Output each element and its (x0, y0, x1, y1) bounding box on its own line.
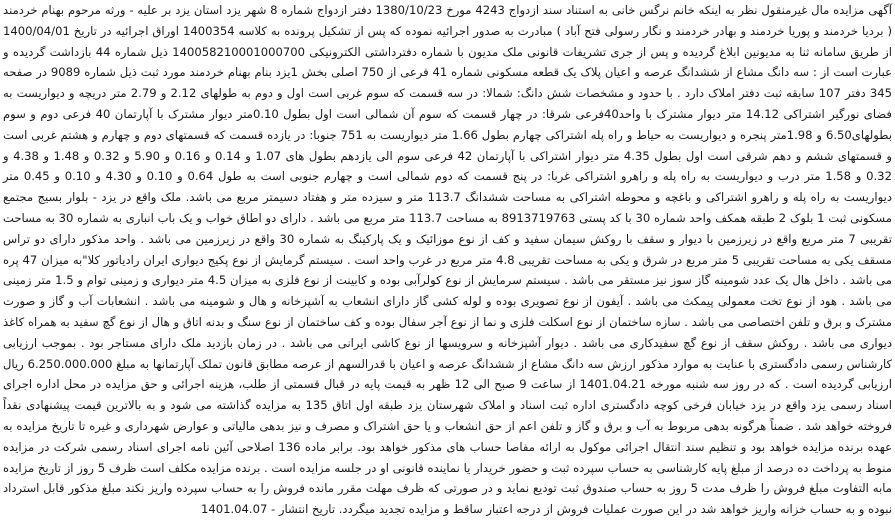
auction-notice-text: آگهی مزایده مال غیرمنقول نظر به اینکه خانم نرگس خانی به استناد سند ازدواج 4243 مورخ 1380/10/23 دفتر ازدواج شماره 8 شهر یزد استان یزد بر علیه - ورثه مرحوم بهنام خردمند ( بردیا خردمند و پوریا خردمند و بهادر خردمند و نگار رسولی فتح آباد ) مبادرت به صدور اجرائیه نموده که پس از تشکیل پرونده به کلاسه 1400354 اوراق اجرائیه در تاریخ 1400/04/01 از طریق سامانه ثنا به مدیونین ابلاغ گردیده و پس از جری تشریفات قانونی ملک مدیون با شماره دفترداشتی الکترونیکی 140058210001000700 ذیل شماره 44 بازداشت گردیده و عبارت است از : سه دانگ مشاع از ششدانگ عرصه و اعیان پلاک یک قطعه مسکونی شماره 41 فرعی از 750 اصلی بخش 1یزد بنام بهنام خردمند مورد ثبت ذیل شماره 9089 در صفحه 345 دفتر 107 سابقه ثبت دفتر املاک دارد . با حدود و مشخصات شش دانگ: شمالا: در سه قسمت که سوم غربی است اول و دوم به طولهای 2.12 و 2.79 متر دریچه و دیواریست به فضای نورگیر اشتراکی 14.12 متر دیوار مشترک با واحد40فرعی شرقا: در چهار قسمت که سوم آن شمالی است اول بطول 0.10متر دیوار مشترک با آپارتمان 40 فرعی دوم و سوم بطولهای6.50 و 1.98متر پنجره و دیواریست به حیاط و راه پله اشتراکی چهارم بطول 1.66 متر دیواریست به 751 جنوبا: در یازده قسمت که قسمتهای دوم و چهارم و هشتم غربی است و قسمتهای ششم و دهم شرقی است اول بطول 4.35 متر دیوار اشتراکی با آپارتمان 42 فرعی سوم الی یازدهم بطول های 1.07 و 0.14 و 0.16 و 5.90 و 0.32 و 1.48 و 4.38 و 0.32 و 1.58 متر درب و دیواریست به راه پله و راهرو اشتراکی غربا: در پنج قسمت که دوم شمالی است و چهارم جنوبی است به طول 0.64 و 0.10 و 4.30 و 0.10 و 0.45 متر دیواریست به راه پله و راهرو اشتراکی و باغچه و محوطه اشتراکی به مساحت ششدانگ 113.7 متر و سیزده متر و هفتاد دسیمتر مربع می باشد. ملک واقع در یزد - بلوار بسیج مجتمع مسکونی ثبت 1 بلوک 2 طبقه همکف واحد شماره 30 با کد پستی 8913719763 به مساحت 113.7 متر مربع می باشد . دارای دو اطاق خواب و یک باب انباری به شماره 30 به مساحت تقریبی 7 متر مربع واقع در زیرزمین با دیوار و سقف با روکش سیمان سفید و کف از نوع موزائیک و یک پارکینگ به شماره 30 واقع در زیرزمین می باشد . واحد مذکور دارای دو تراس مسقف یکی به مساحت تقریبی 5 متر مربع در شرق و یکی به مساحت تقریبی 4.8 متر مربع در غرب واحد است . سیستم گرمایش از نوع پکیج دیواری ایران رادیاتور کلا"به میزان 47 پره می باشد . داخل هال یک عدد شومینه گاز سوز نیز مستقر می باشد . سیستم سرمایش از نوع کولرآبی بوده و کابینت از نوع فلزی به میزان 4.5 متر دیواری و زمینی توام و 1.5 متر زمینی می باشد . هود از نوع تخت معمولی پیمکث می باشد . آیفون از نوع تصویری بوده و لوله کشی گاز دارای انشعاب به آشپزخانه و هال و شومینه می باشد . انشعابات آب و گاز و صورت مشترک و برق و تلفن اختصاصی می باشد . سازه ساختمان از نوع اسکلت فلزی و نما از نوع آجر سفال بوده و کف ساختمان از نوع سنگ و بدنه اتاق و هال از نوع گچ سفید به همراه کاغذ دیواری می باشد . روکش سقف از نوع گچ سفیدکاری می باشد . دیوار آشپزخانه و سرویسها از نوع کاشی ایرانی می باشد . در زمان بازدید ملک دارای مستاجر بود . بموجب ارزیابی کارشناس رسمی دادگستری با عنایت به موارد مذکور ارزش سه دانگ مشاع از ششدانگ عرصه و اعیان با قدرالسهم از عرصه مطابق قانون تملک آپارتمانها به مبلغ 6.250.000.000 ریال ارزیابی گردیده است . که در روز سه شنبه مورخه 1401.04.21 از ساعت 9 صبح الی 12 ظهر به قیمت پایه در قبال قسمتی از طلب، هزینه اجرائی و حق مزایده در محل اداره اجرای اسناد رسمی یزد واقع در یزد خیابان فرخی کوچه دادگستری اداره ثبت اسناد و املاک شهرستان یزد طبقه اول اتاق 135 به مزایده گذاشته می شود و به بالاترین قیمت پیشنهادی نقداً فروخته خواهد شد . ضمناً هرگونه بدهی مربوط به آب و برق و گاز و تلفن اعم از حق انشعاب و یا حق اشتراک و مصرف و نیز بدهی مالیاتی و عوارض شهرداری و غیره تا تاریخ مزایده به عهده برنده مزایده خواهد بود و تنظیم سند انتقال اجرائی موکول به ارائه مفاصا حساب های مذکور خواهد بود. برابر ماده 136 اصلاحی آئین نامه اجرای اسناد رسمی شرکت در مزایده منوط به پرداخت ده درصد از مبلغ پایه کارشناسی به حساب سپرده ثبت و حضور خریدار یا نماینده قانونی او در جلسه مزایده است . برنده مزایده مکلف است ظرف 5 روز از تاریخ مزایده مابه التفاوت مبلغ فروش را ظرف مدت 5 روز به حساب صندوق ثبت تودیع نماید و در صورتی که ظرف مهلت مقرر مانده فروش را به حساب سپرده واریز نکند مبلغ مذکور قابل استرداد نبوده و به حساب خزانه واریز خواهد شد در این صورت عملیات فروش از درجه اعتبار ساقط و مزایده تجدید میگردد. تاریخ انتشار - 1401.04.07 (3, 3, 893, 517)
